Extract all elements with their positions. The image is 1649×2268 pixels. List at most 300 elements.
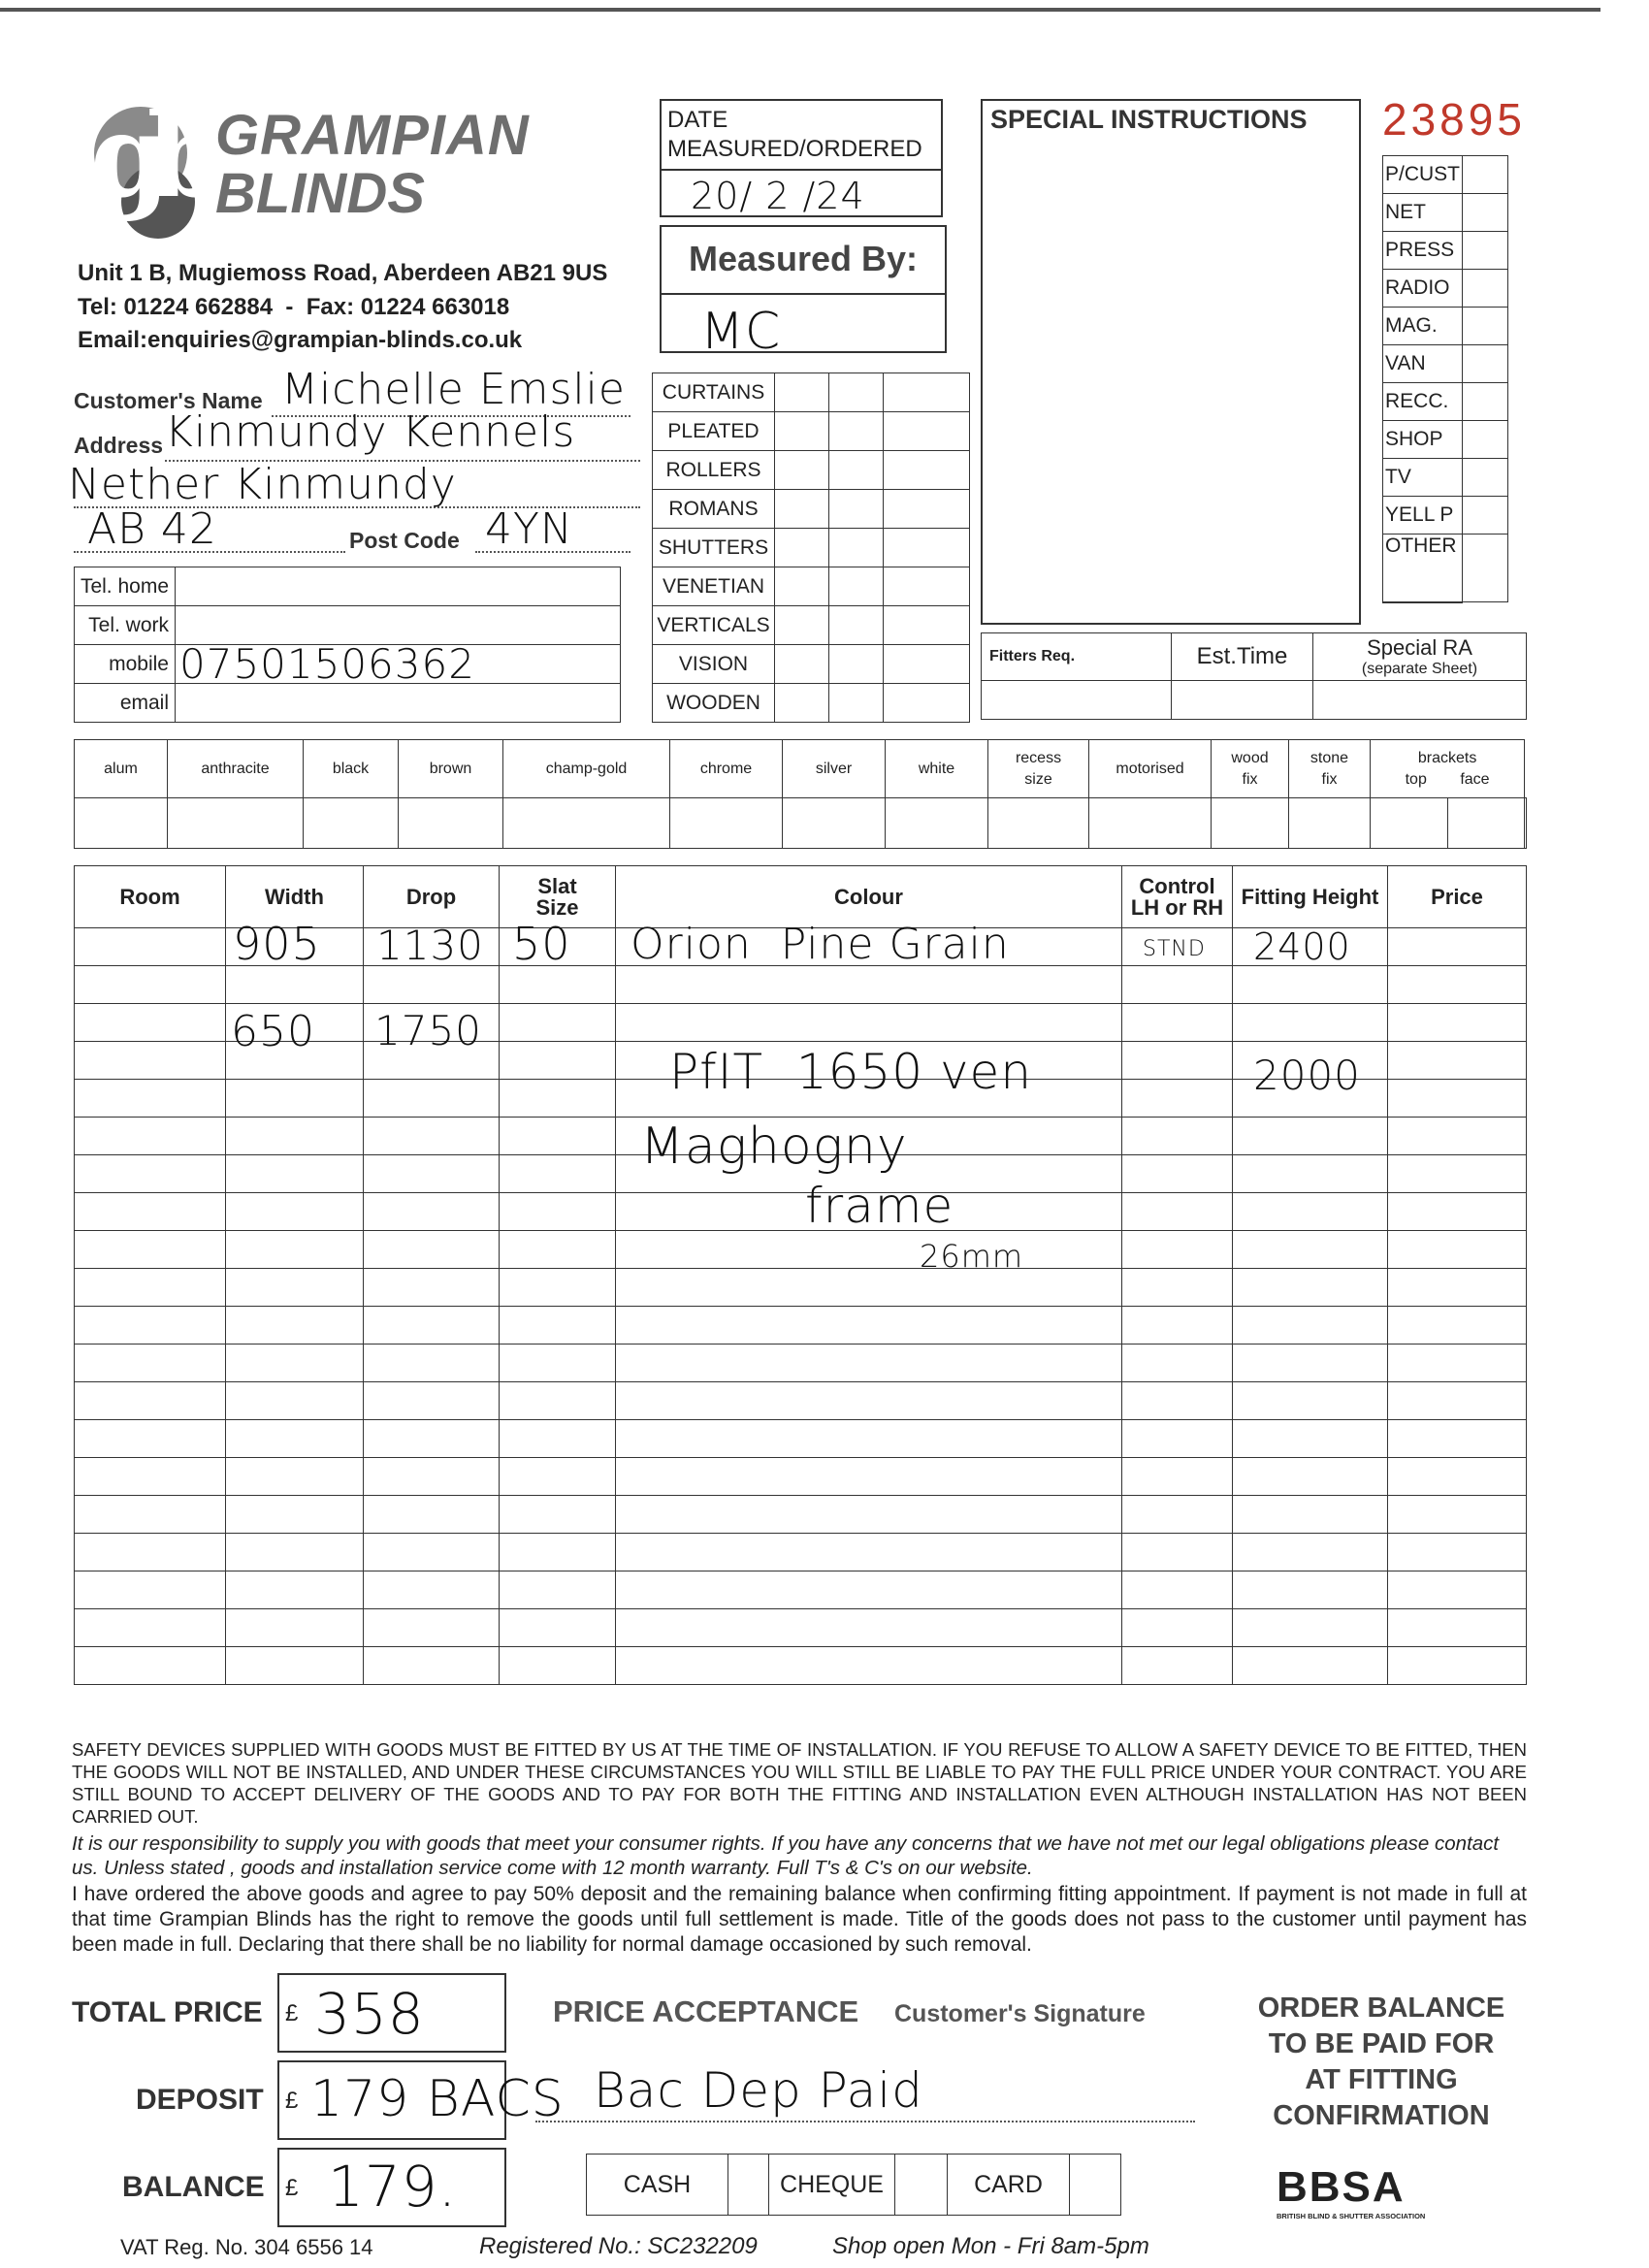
order-cell[interactable] <box>500 1118 616 1155</box>
brackets-top: top <box>1405 770 1427 788</box>
fitters-value[interactable] <box>982 680 1172 719</box>
product-cell[interactable] <box>829 529 884 567</box>
product-cell[interactable] <box>775 451 829 490</box>
payment-cheque[interactable]: CHEQUE <box>769 2155 895 2216</box>
contact-value[interactable] <box>176 567 621 606</box>
product-cell[interactable] <box>884 684 970 723</box>
source-item-label: MAG. <box>1383 308 1463 345</box>
product-cell[interactable] <box>775 645 829 684</box>
order-cell[interactable] <box>1122 1080 1233 1118</box>
product-cell[interactable] <box>775 373 829 412</box>
finish-value-cell[interactable] <box>670 798 783 849</box>
order-cell[interactable] <box>616 1647 1122 1685</box>
order-cell[interactable] <box>75 1458 226 1496</box>
source-item-check[interactable] <box>1463 232 1508 270</box>
table-row <box>75 1420 1527 1458</box>
order-cell[interactable] <box>226 1534 364 1571</box>
source-item-check[interactable] <box>1463 383 1508 421</box>
order-cell[interactable] <box>226 1345 364 1382</box>
contact-label: Tel. home <box>75 567 176 606</box>
product-cell[interactable] <box>829 684 884 723</box>
source-item-check[interactable] <box>1463 459 1508 497</box>
product-label: VERTICALS <box>653 606 775 645</box>
product-cell[interactable] <box>884 645 970 684</box>
measured-by-box <box>660 225 947 361</box>
contact-label: Tel. work <box>75 606 176 645</box>
product-cell[interactable] <box>829 567 884 606</box>
finish-value-cell[interactable] <box>399 798 503 849</box>
row1-fitting: 2400 <box>1253 925 1351 968</box>
deposit-label: DEPOSIT <box>136 2084 264 2116</box>
order-cell[interactable] <box>616 1571 1122 1609</box>
col-drop: Drop <box>364 866 500 928</box>
order-cell[interactable] <box>1233 1496 1388 1534</box>
product-cell[interactable] <box>884 606 970 645</box>
order-cell[interactable] <box>1122 1004 1233 1042</box>
payment-card-check[interactable] <box>1070 2155 1121 2216</box>
order-cell[interactable] <box>1388 1382 1527 1420</box>
order-cell[interactable] <box>226 1496 364 1534</box>
product-cell[interactable] <box>829 490 884 529</box>
source-item-label: TV <box>1383 459 1463 497</box>
source-item-label: P/CUST <box>1383 156 1463 194</box>
order-cell[interactable] <box>226 1307 364 1345</box>
order-cell[interactable] <box>1233 1534 1388 1571</box>
finish-value-cell[interactable] <box>1371 798 1448 849</box>
order-cell[interactable] <box>364 966 500 1004</box>
order-cell[interactable] <box>500 1307 616 1345</box>
order-cell[interactable] <box>1122 1155 1233 1193</box>
order-cell[interactable] <box>75 1269 226 1307</box>
finish-value-cell[interactable] <box>75 798 168 849</box>
order-cell[interactable] <box>75 1307 226 1345</box>
measured-by-label: Measured By: <box>688 239 919 278</box>
finish-value-cell[interactable] <box>886 798 988 849</box>
balance-currency: £ <box>285 2175 299 2201</box>
total-price-label: TOTAL PRICE <box>72 1996 263 2028</box>
order-cell[interactable] <box>1388 1420 1527 1458</box>
finish-brown: brown <box>399 740 503 798</box>
order-cell[interactable] <box>364 1193 500 1231</box>
product-cell[interactable] <box>775 606 829 645</box>
order-cell[interactable] <box>1388 1307 1527 1345</box>
contact-label: mobile <box>75 645 176 684</box>
special-ra-cell <box>1313 633 1527 681</box>
order-cell[interactable] <box>75 1231 226 1269</box>
order-cell[interactable] <box>1233 1231 1388 1269</box>
order-cell[interactable] <box>364 1345 500 1382</box>
order-cell[interactable] <box>75 1155 226 1193</box>
product-cell[interactable] <box>775 490 829 529</box>
finish-recess <box>988 740 1089 798</box>
order-cell[interactable] <box>364 1231 500 1269</box>
order-cell[interactable] <box>1388 1534 1527 1571</box>
order-cell[interactable] <box>1122 1307 1233 1345</box>
order-cell[interactable] <box>1122 1193 1233 1231</box>
payment-cash[interactable]: CASH <box>587 2155 728 2216</box>
finish-motorised: motorised <box>1089 740 1212 798</box>
finish-value-cell[interactable] <box>1525 798 1527 849</box>
order-cell[interactable] <box>226 1458 364 1496</box>
order-cell[interactable] <box>364 1080 500 1118</box>
recess-line1: recess <box>1015 749 1062 766</box>
order-cell[interactable] <box>1122 966 1233 1004</box>
source-item-label: YELL P <box>1383 497 1463 535</box>
order-cell[interactable] <box>616 1231 1122 1269</box>
order-cell[interactable] <box>364 1382 500 1420</box>
source-item-label: OTHER <box>1383 535 1463 602</box>
special-instructions-label: SPECIAL INSTRUCTIONS <box>990 105 1308 134</box>
product-cell[interactable] <box>829 645 884 684</box>
order-cell[interactable] <box>226 1609 364 1647</box>
order-cell[interactable] <box>1233 1269 1388 1307</box>
order-cell[interactable] <box>75 1534 226 1571</box>
order-cell[interactable] <box>364 1420 500 1458</box>
order-cell[interactable] <box>75 966 226 1004</box>
source-item-check[interactable] <box>1463 156 1508 194</box>
order-cell[interactable] <box>75 1420 226 1458</box>
table-row <box>75 1231 1527 1269</box>
finish-value-cell[interactable] <box>503 798 670 849</box>
order-cell[interactable] <box>1388 1458 1527 1496</box>
product-cell[interactable] <box>829 373 884 412</box>
order-cell[interactable] <box>1233 1118 1388 1155</box>
product-cell[interactable] <box>884 412 970 451</box>
order-cell[interactable] <box>616 1496 1122 1534</box>
balance-note <box>1224 1991 1538 2134</box>
order-cell[interactable] <box>1388 1193 1527 1231</box>
address-line2[interactable]: Nether Kinmundy <box>68 460 457 509</box>
row1-drop: 1130 <box>376 922 484 969</box>
payment-cheque-check[interactable] <box>895 2155 948 2216</box>
product-cell[interactable] <box>775 529 829 567</box>
order-cell[interactable] <box>500 966 616 1004</box>
order-cell[interactable] <box>500 1534 616 1571</box>
order-cell[interactable] <box>500 1231 616 1269</box>
order-cell[interactable] <box>500 1345 616 1382</box>
finish-wood-fix <box>1212 740 1289 798</box>
table-row <box>75 1571 1527 1609</box>
product-cell[interactable] <box>884 529 970 567</box>
product-cell[interactable] <box>829 412 884 451</box>
product-label: SHUTTERS <box>653 529 775 567</box>
order-cell[interactable] <box>1388 1647 1527 1685</box>
source-item-check[interactable] <box>1463 421 1508 459</box>
order-cell[interactable] <box>1233 1382 1388 1420</box>
balance-box[interactable] <box>277 2148 506 2227</box>
product-label: VISION <box>653 645 775 684</box>
table-row <box>75 966 1527 1004</box>
order-cell[interactable] <box>1122 1345 1233 1382</box>
product-cell[interactable] <box>775 412 829 451</box>
order-cell[interactable] <box>616 1609 1122 1647</box>
note-line2: Maghogny <box>640 1118 908 1176</box>
finish-value-cell[interactable] <box>168 798 304 849</box>
company-email: Email:enquiries@grampian-blinds.co.uk <box>78 327 523 353</box>
col-width: Width <box>226 866 364 928</box>
order-cell[interactable] <box>616 1269 1122 1307</box>
balance-value: 179. <box>328 2154 458 2219</box>
table-row <box>75 1534 1527 1571</box>
order-cell[interactable] <box>616 1004 1122 1042</box>
table-row <box>75 1269 1527 1307</box>
finish-value-cell[interactable] <box>1089 798 1212 849</box>
order-cell[interactable] <box>500 1382 616 1420</box>
fitters-table <box>981 632 1527 720</box>
total-price-box[interactable] <box>277 1973 506 2053</box>
order-cell[interactable] <box>75 1042 226 1080</box>
order-cell[interactable] <box>1388 1571 1527 1609</box>
order-cell[interactable] <box>616 1420 1122 1458</box>
finish-value-cell[interactable] <box>783 798 886 849</box>
order-cell[interactable] <box>1388 1269 1527 1307</box>
order-cell[interactable] <box>1233 1647 1388 1685</box>
order-cell[interactable] <box>1388 1118 1527 1155</box>
order-cell[interactable] <box>1233 1609 1388 1647</box>
order-cell[interactable] <box>364 1496 500 1534</box>
row2-drop: 1750 <box>374 1007 482 1054</box>
order-cell[interactable] <box>1122 1571 1233 1609</box>
balance-label: BALANCE <box>122 2171 265 2203</box>
balance-note-line4: CONFIRMATION <box>1273 2100 1490 2131</box>
source-item-check[interactable] <box>1463 497 1508 535</box>
order-cell[interactable] <box>75 1004 226 1042</box>
recess-line2: size <box>1024 770 1052 788</box>
order-cell[interactable] <box>364 1269 500 1307</box>
product-cell[interactable] <box>884 373 970 412</box>
fitters-label: Fitters Req. <box>982 633 1172 681</box>
postcode-value[interactable]: 4YN <box>485 504 573 554</box>
order-cell[interactable] <box>1122 1609 1233 1647</box>
order-cell[interactable] <box>364 1534 500 1571</box>
date-value: 20/ 2 /24 <box>691 175 865 217</box>
order-cell[interactable] <box>226 966 364 1004</box>
deposit-value: 179 BACS <box>310 2070 565 2128</box>
payment-card[interactable]: CARD <box>948 2155 1070 2216</box>
finish-value-cell[interactable] <box>304 798 399 849</box>
row1-width: 905 <box>233 918 321 970</box>
order-cell[interactable] <box>500 1647 616 1685</box>
contact-label: email <box>75 684 176 723</box>
product-cell[interactable] <box>884 451 970 490</box>
order-cell[interactable] <box>226 1269 364 1307</box>
source-item-check[interactable] <box>1463 194 1508 232</box>
order-cell[interactable] <box>364 1571 500 1609</box>
balance-note-line3: AT FITTING <box>1305 2064 1458 2095</box>
order-cell[interactable] <box>616 1534 1122 1571</box>
finish-stone-fix <box>1289 740 1371 798</box>
source-item-check[interactable] <box>1463 308 1508 345</box>
product-cell[interactable] <box>829 606 884 645</box>
special-ra-value[interactable] <box>1313 680 1527 719</box>
order-cell[interactable] <box>1122 1382 1233 1420</box>
table-row <box>75 1458 1527 1496</box>
order-cell[interactable] <box>1233 1571 1388 1609</box>
order-cell[interactable] <box>226 1231 364 1269</box>
order-cell[interactable] <box>226 1193 364 1231</box>
order-cell[interactable] <box>364 1155 500 1193</box>
order-cell[interactable] <box>1122 1042 1233 1080</box>
order-cell[interactable] <box>1122 1496 1233 1534</box>
order-cell[interactable] <box>1388 1496 1527 1534</box>
balance-note-line1: ORDER BALANCE <box>1257 1993 1505 2024</box>
order-cell[interactable] <box>616 1382 1122 1420</box>
contact-value[interactable] <box>176 684 621 723</box>
control-line1: Control <box>1139 873 1215 898</box>
order-cell[interactable] <box>1233 966 1388 1004</box>
customer-name-label: Customer's Name <box>74 388 263 413</box>
finish-silver: silver <box>783 740 886 798</box>
order-cell[interactable] <box>75 1345 226 1382</box>
col-fitting-height: Fitting Height <box>1233 866 1388 928</box>
order-cell[interactable] <box>226 1571 364 1609</box>
order-cell[interactable] <box>1388 1345 1527 1382</box>
order-cell[interactable] <box>226 1647 364 1685</box>
product-label: CURTAINS <box>653 373 775 412</box>
order-cell[interactable] <box>1122 1458 1233 1496</box>
product-cell[interactable] <box>884 490 970 529</box>
date-value-box[interactable] <box>660 169 943 217</box>
postcode-label: Post Code <box>349 528 460 553</box>
order-cell[interactable] <box>1233 1458 1388 1496</box>
order-cell[interactable] <box>364 1458 500 1496</box>
contact-value[interactable] <box>176 606 621 645</box>
row1-colour: Orion Pine Grain <box>630 920 1010 969</box>
order-cell[interactable] <box>1388 1609 1527 1647</box>
order-cell[interactable] <box>1388 1080 1527 1118</box>
order-cell[interactable] <box>226 1080 364 1118</box>
order-cell[interactable] <box>1122 1269 1233 1307</box>
deposit-currency: £ <box>285 2088 299 2114</box>
order-cell[interactable] <box>1233 1004 1388 1042</box>
order-cell[interactable] <box>500 1004 616 1042</box>
order-cell[interactable] <box>500 1609 616 1647</box>
order-cell[interactable] <box>1233 1155 1388 1193</box>
order-cell[interactable] <box>500 1458 616 1496</box>
order-cell[interactable] <box>75 1118 226 1155</box>
finish-alum: alum <box>75 740 168 798</box>
est-time-value[interactable] <box>1172 680 1313 719</box>
source-item-check[interactable] <box>1463 270 1508 308</box>
special-ra-label: Special RA <box>1367 634 1472 660</box>
table-row <box>75 1609 1527 1647</box>
order-cell[interactable] <box>364 1118 500 1155</box>
order-cell[interactable] <box>1388 928 1527 966</box>
company-phone: Tel: 01224 662884 - Fax: 01224 663018 <box>78 294 510 320</box>
order-cell[interactable] <box>1233 1307 1388 1345</box>
order-cell[interactable] <box>500 1193 616 1231</box>
table-row <box>75 1307 1527 1345</box>
order-cell[interactable] <box>1122 1534 1233 1571</box>
finish-value-cell[interactable] <box>1447 798 1525 849</box>
order-cell[interactable] <box>500 1496 616 1534</box>
order-cell[interactable] <box>1122 1647 1233 1685</box>
product-label: WOODEN <box>653 684 775 723</box>
company-name-line1: GRAMPIAN <box>215 104 530 167</box>
wood-line2: fix <box>1242 770 1258 788</box>
finish-value-cell[interactable] <box>988 798 1089 849</box>
product-cell[interactable] <box>829 451 884 490</box>
address-line1[interactable]: Kinmundy Kennels <box>165 407 576 457</box>
order-cell[interactable] <box>500 1571 616 1609</box>
order-cell[interactable] <box>75 1496 226 1534</box>
contact-value[interactable]: 07501506362 <box>176 645 621 684</box>
bbsa-sub: BRITISH BLIND & SHUTTER ASSOCIATION <box>1277 2212 1426 2220</box>
special-ra-sub: (separate Sheet) <box>1361 660 1478 677</box>
order-cell[interactable] <box>500 1269 616 1307</box>
slat-line1: Slat <box>537 873 577 898</box>
total-currency: £ <box>285 2000 299 2026</box>
order-cell[interactable] <box>1122 1231 1233 1269</box>
col-control <box>1122 866 1233 928</box>
order-cell[interactable] <box>75 1193 226 1231</box>
order-cell[interactable] <box>1388 1004 1527 1042</box>
source-item-label: SHOP <box>1383 421 1463 459</box>
order-cell[interactable] <box>616 1345 1122 1382</box>
source-item-check[interactable] <box>1463 535 1508 602</box>
bbsa-text: BBSA <box>1277 2163 1406 2211</box>
customer-signature[interactable]: Bac Dep Paid <box>594 2062 923 2119</box>
order-cell[interactable] <box>75 928 226 966</box>
terms-safety: SAFETY DEVICES SUPPLIED WITH GOODS MUST BE FITTED BY US AT THE TIME OF INSTALLATION. IF YOU REFUSE TO ALLOW A SAFETY DEVICE TO BE FITTED, THEN THE GOODS WILL NOT BE INSTALLED, AND UNDER THESE CIRCUMSTANCES YOU WILL STILL BE LIABLE TO PAY THE FULL PRICE UNDER YOUR CONTRACT. YOU ARE STILL BOUND TO ACCEPT DELIVERY OF THE GOODS AND TO PAY FOR BOTH THE FITTING AND INSTALLATION EVEN ALTHOUGH INSTALLATION HAS NOT BEEN CARRIED OUT. <box>72 1739 1527 1827</box>
order-cell[interactable] <box>226 1420 364 1458</box>
product-cell[interactable] <box>884 567 970 606</box>
address-line3[interactable]: AB 42 <box>87 504 217 554</box>
order-cell[interactable] <box>364 1647 500 1685</box>
order-cell[interactable] <box>364 1307 500 1345</box>
order-cell[interactable] <box>75 1647 226 1685</box>
order-cell[interactable] <box>1388 1155 1527 1193</box>
order-cell[interactable] <box>1122 1420 1233 1458</box>
note-line3: frame <box>805 1178 954 1234</box>
special-instructions-box[interactable] <box>981 99 1361 625</box>
order-cell[interactable] <box>1122 1118 1233 1155</box>
finish-value-cell[interactable] <box>1289 798 1371 849</box>
payment-cash-check[interactable] <box>728 2155 769 2216</box>
order-cell[interactable] <box>616 1458 1122 1496</box>
order-cell[interactable] <box>616 966 1122 1004</box>
order-cell[interactable] <box>226 1155 364 1193</box>
order-cell[interactable] <box>500 1080 616 1118</box>
finish-value-cell[interactable] <box>1212 798 1289 849</box>
source-item-check[interactable] <box>1463 345 1508 383</box>
table-row <box>75 1382 1527 1420</box>
order-cell[interactable] <box>364 1609 500 1647</box>
order-cell[interactable] <box>1388 1231 1527 1269</box>
order-cell[interactable] <box>1233 1420 1388 1458</box>
order-cell[interactable] <box>75 1080 226 1118</box>
order-cell[interactable] <box>616 1307 1122 1345</box>
bbsa-logo <box>1277 2163 1509 2220</box>
product-cell[interactable] <box>775 684 829 723</box>
order-cell[interactable] <box>500 1042 616 1080</box>
order-cell[interactable] <box>226 1118 364 1155</box>
order-cell[interactable] <box>75 1609 226 1647</box>
order-cell[interactable] <box>500 1420 616 1458</box>
product-cell[interactable] <box>775 567 829 606</box>
order-cell[interactable] <box>75 1382 226 1420</box>
order-cell[interactable] <box>75 1571 226 1609</box>
order-cell[interactable] <box>226 1382 364 1420</box>
order-cell[interactable] <box>1233 1193 1388 1231</box>
deposit-box[interactable] <box>277 2060 565 2140</box>
order-cell[interactable] <box>1388 966 1527 1004</box>
order-cell[interactable] <box>1233 1345 1388 1382</box>
price-acceptance-label: PRICE ACCEPTANCE <box>553 1994 859 2028</box>
order-cell[interactable] <box>1388 1042 1527 1080</box>
customer-name-value[interactable]: Michelle Emslie <box>281 365 626 414</box>
order-cell[interactable] <box>500 1155 616 1193</box>
